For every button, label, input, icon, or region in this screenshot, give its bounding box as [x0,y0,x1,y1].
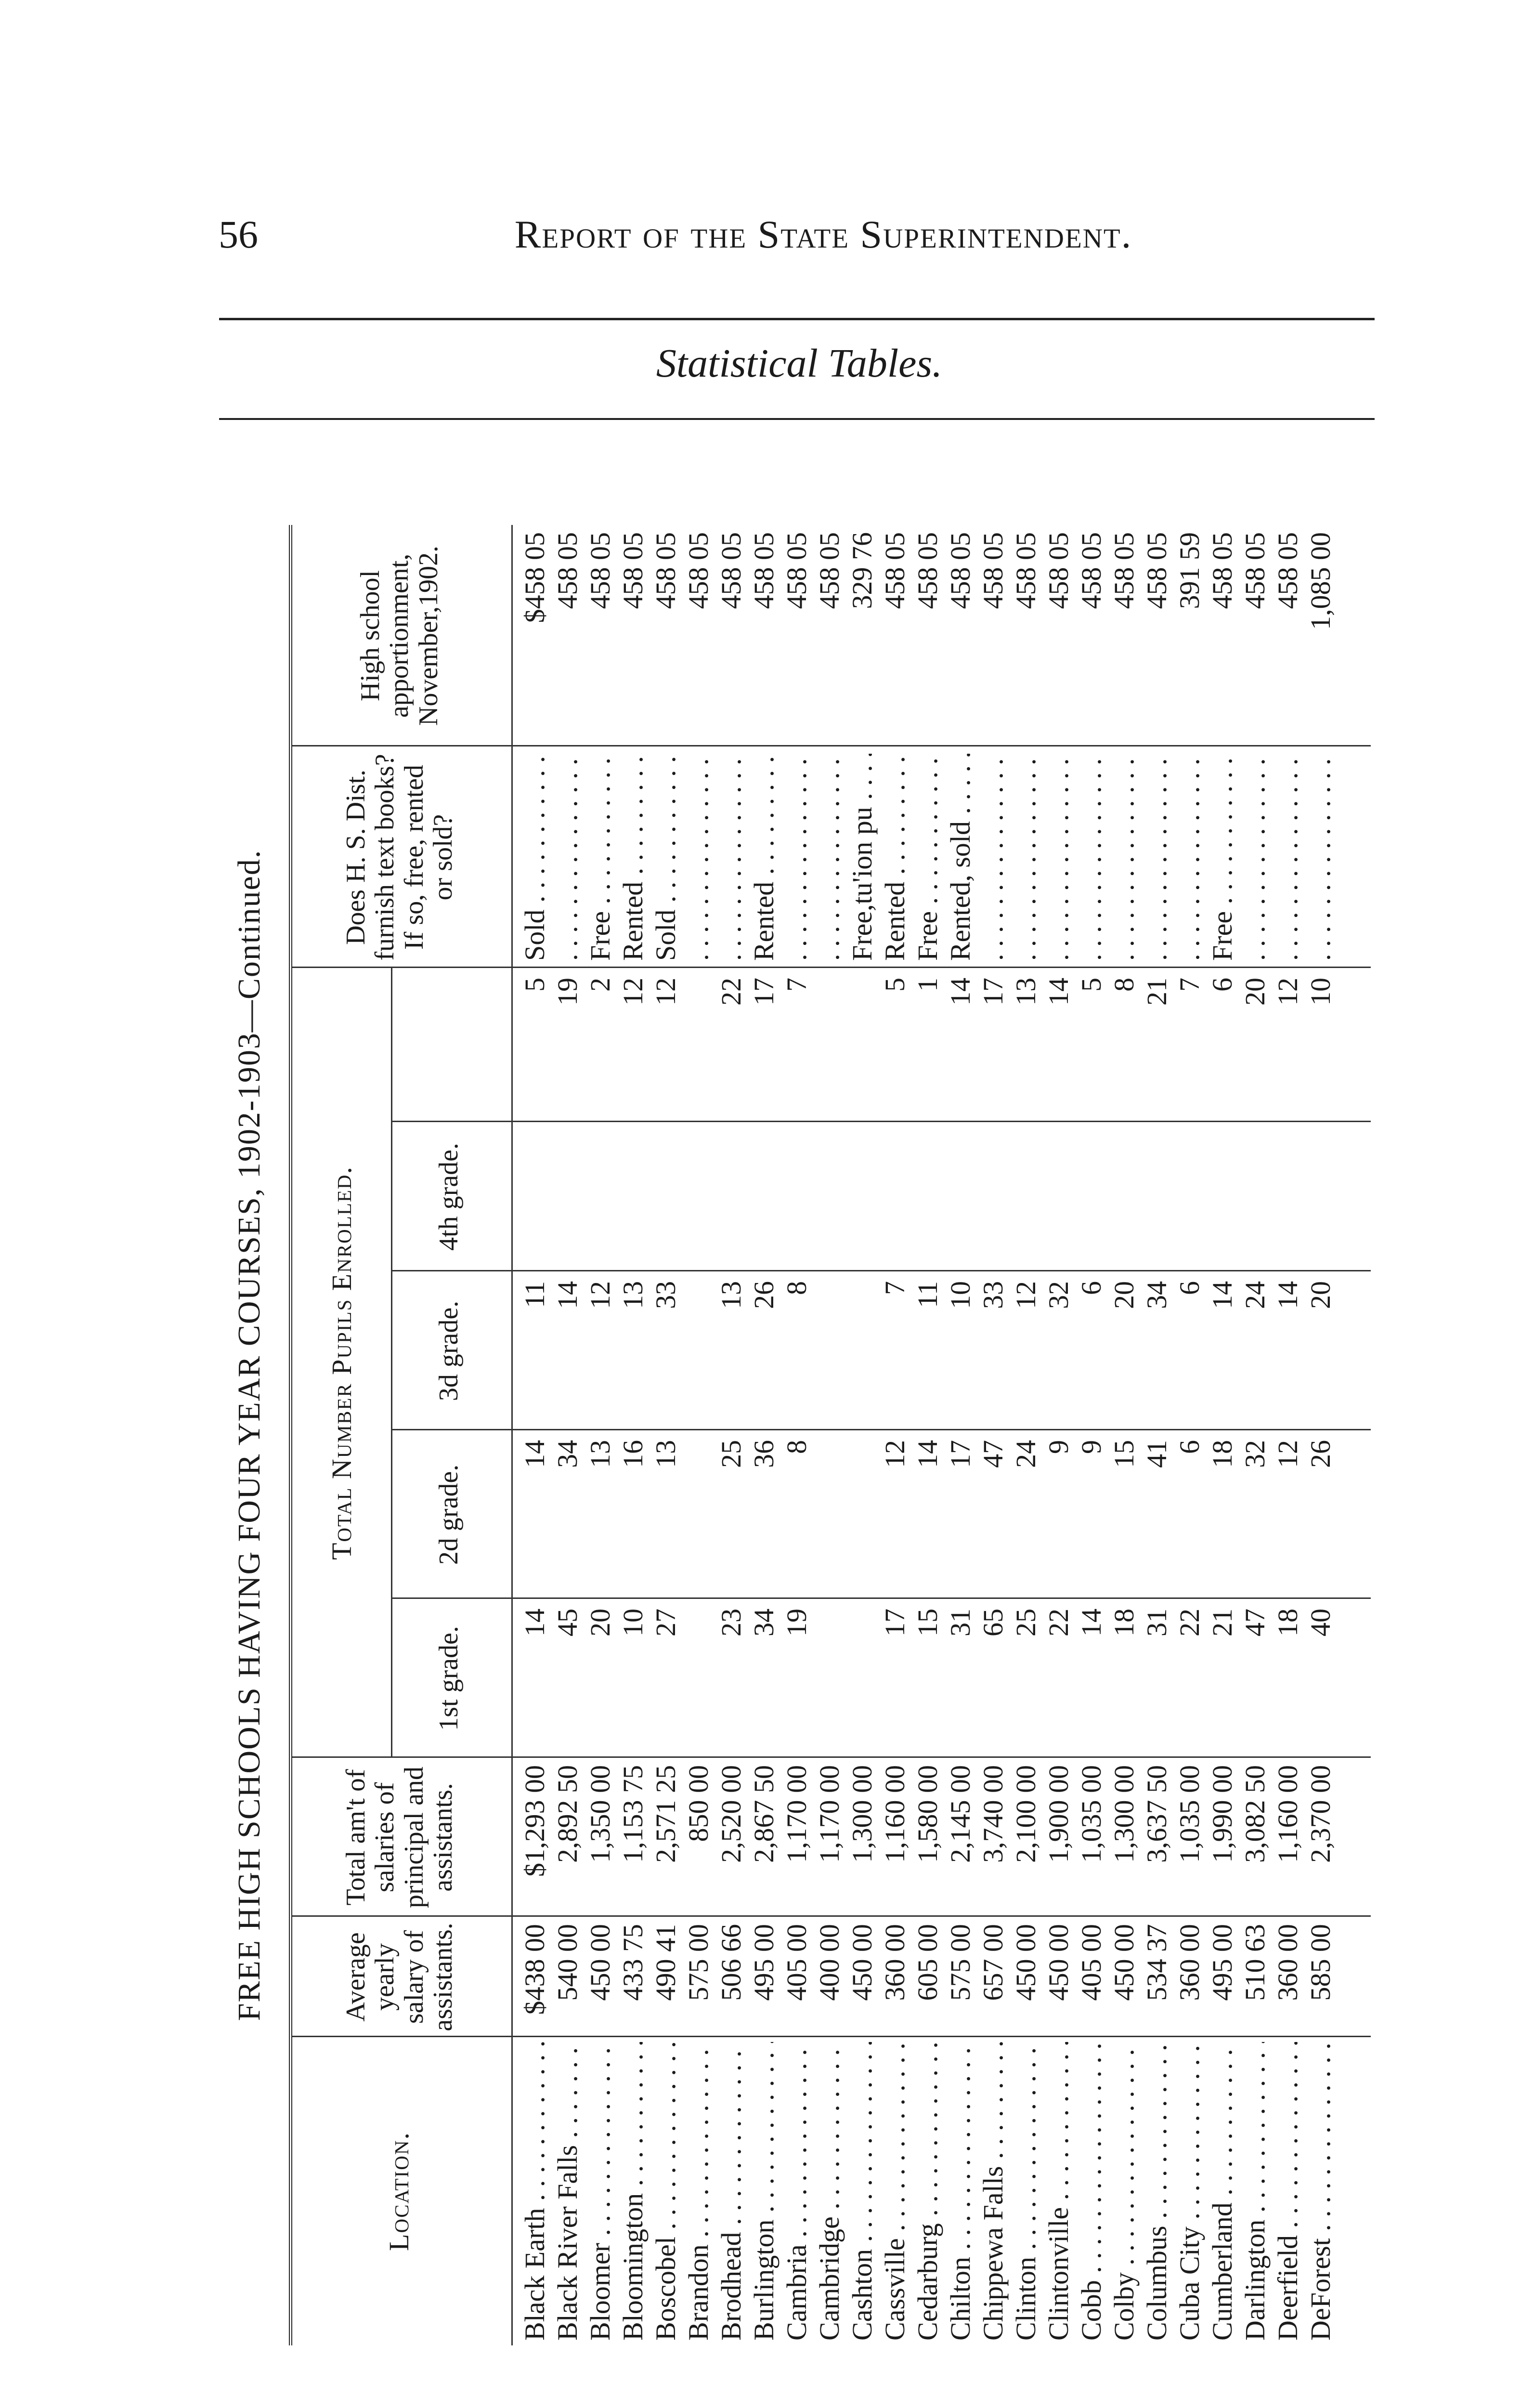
row-location: DeForest . . . [1304,2042,1337,2341]
table-cell: 26 [1305,1440,1336,1468]
table-cell: $438 00 [519,1924,550,2015]
table-cell: Free,tu'ion pu . . . [846,754,879,961]
table-cell: 20 [585,1609,616,1636]
table-cell: 20 [1239,978,1271,1006]
table-cell: 20 [1305,1281,1336,1309]
table-cell: Rented . . . [879,754,911,961]
table-cell: 458 05 [1010,532,1041,609]
table-cell: 14 [1076,1609,1107,1636]
table-cell: 13 [715,1281,747,1309]
table-cell: $1,293 00 [519,1765,550,1877]
table-cell [682,1440,715,1594]
row-location: Cassville . . . [879,2042,911,2341]
table-cell: 18 [1108,1609,1140,1636]
table-cell [846,1281,879,1426]
table-cell: 24 [1239,1281,1271,1309]
table-cell: 11 [519,1281,550,1308]
table-cell: 506 66 [715,1924,747,2001]
row-location: Deerfield . . . [1272,2042,1304,2341]
table-cell: 17 [945,1440,976,1468]
table-cell [551,754,584,961]
table-cell [813,1281,846,1426]
table-cell: 8 [1108,978,1140,992]
header-rule [219,318,1375,320]
table-cell: 458 05 [1043,532,1074,609]
row-location: Bloomington . . . [617,2042,650,2341]
table-cell: 13 [650,1440,681,1468]
row-location: Columbus . . . [1141,2042,1173,2341]
table-cell [780,754,813,961]
table-cell: 12 [1272,1440,1303,1468]
table-cell: 6 [1207,978,1238,992]
table-cell [846,1609,879,1753]
column-location [519,2042,1371,2341]
row-location: Cedarburg . . . [911,2042,944,2341]
table-cell: 450 00 [585,1924,616,2001]
table-cell: 575 00 [683,1924,714,2001]
table-cell: 12 [1272,978,1303,1006]
column-text-books [519,754,1371,961]
table-cell: 18 [1272,1609,1303,1636]
table-cell: $458 05 [519,532,550,623]
table-cell: 15 [912,1609,943,1636]
table-cell [1108,754,1141,961]
column-grade4 [519,978,1371,1267]
header-total-salaries: Total am't of salaries of principal and assistants. [340,1767,458,1908]
table-cell: 2,145 00 [945,1765,976,1863]
table-cell: 31 [945,1609,976,1636]
table-cell: 458 05 [912,532,943,609]
table-cell: 34 [748,1609,779,1636]
table-cell: 2,370 00 [1305,1765,1336,1863]
table-cell: 360 00 [1174,1924,1205,2001]
section-title: Statistical Tables. [656,341,943,386]
table-cell: 6 [1076,1281,1107,1295]
table-cell: 2,100 00 [1010,1765,1041,1863]
table-cell: 458 05 [748,532,779,609]
column-total-salaries [519,1765,1371,1912]
table-cell: 510 63 [1239,1924,1271,2001]
table-cell: Free . . . [584,754,617,961]
header-location: Location. [383,2132,415,2251]
table-cell: 21 [1141,978,1172,1006]
header-apportionment: High school apportionment, November,1902. [355,545,443,726]
table-cell [1173,754,1206,961]
header-grade4: 4th grade. [434,1143,464,1251]
table-cell: 405 00 [781,1924,812,2001]
table-cell: Rented, sold . . . [944,754,977,961]
table-cell [1272,754,1304,961]
table-cell: 65 [977,1609,1009,1636]
table-cell: 33 [977,1281,1009,1309]
table-cell: 458 05 [977,532,1009,609]
table-cell: 11 [912,1281,943,1308]
table-cell: 2,892 50 [552,1765,583,1863]
table-cell: 458 05 [715,532,747,609]
row-location: Black River Falls . . . [551,2042,584,2341]
column-grade1 [519,1609,1371,1753]
table-cell: 26 [748,1281,779,1309]
table-cell: 12 [585,1281,616,1309]
table-cell: 458 05 [617,532,649,609]
table-cell: 495 00 [748,1924,779,2001]
table-cell: 6 [1174,1281,1205,1295]
header-grade1: 1st grade. [434,1626,464,1731]
table-cell: 32 [1239,1440,1271,1468]
table-cell: 5 [1076,978,1107,992]
table-cell: 14 [1043,978,1074,1006]
table-cell: 400 00 [814,1924,845,2001]
row-location: Cambridge . . . [813,2042,846,2341]
table-cell: 450 00 [1010,1924,1041,2001]
table-cell: 1,350 00 [585,1765,616,1863]
table-cell: 12 [1010,1281,1041,1309]
table-cell: 14 [519,1440,550,1468]
table-cell: 14 [945,978,976,1006]
rotated-table-container [221,482,1387,2389]
table-cell: 14 [1272,1281,1303,1309]
table-cell: 14 [552,1281,583,1309]
table-cell: 458 05 [945,532,976,609]
table-cell: 1,900 00 [1043,1765,1074,1863]
table-cell: Rented . . . [617,754,650,961]
table-cell: Free . . . [1206,754,1239,961]
table-cell: 1,085 00 [1305,532,1336,630]
table-title: FREE HIGH SCHOOLS HAVING FOUR YEAR COURSES, 1902-1903—Continued. [232,849,267,2021]
table-cell: 391 59 [1174,532,1205,609]
table-cell: 2,520 00 [715,1765,747,1863]
table-cell: 14 [1207,1281,1238,1309]
table-cell: 17 [977,978,1009,1006]
table-cell: 18 [1207,1440,1238,1468]
table-cell: 1,170 00 [814,1765,845,1863]
table-cell: 1,300 00 [846,1765,878,1863]
table-cell: 40 [1305,1609,1336,1636]
page-number: 56 [219,212,258,256]
row-location: Cashton . . . [846,2042,879,2341]
table-cell [1304,754,1337,961]
table-cell: 2 [585,978,616,992]
table-cell: 458 05 [1207,532,1238,609]
table-cell [977,754,1010,961]
table-cell: 23 [715,1609,747,1636]
table-cell: 9 [1043,1440,1074,1454]
row-location: Burlington . . . [748,2042,780,2341]
table-cell: 10 [617,1609,649,1636]
table-cell [1075,754,1108,961]
row-location: Bloomer . . . [584,2042,617,2341]
table-cell: 458 05 [1108,532,1140,609]
table-cell: 605 00 [912,1924,943,2001]
table-cell [1239,754,1272,961]
table-cell: 36 [748,1440,779,1468]
table-cell: 7 [879,1281,910,1295]
table-cell: 458 05 [552,532,583,609]
table-cell: 458 05 [814,532,845,609]
table-cell: Rented . . . [748,754,780,961]
table-cell: 10 [1305,978,1336,1006]
table-cell: 1,153 75 [617,1765,649,1863]
table-cell: 12 [650,978,681,1006]
table-cell: 6 [1174,1440,1205,1454]
row-location: Brandon . . . [682,2042,715,2341]
header-avg-salary: Average yearly salary of assistants. [340,1923,458,2031]
table-cell: 7 [781,978,812,992]
table-cell: 7 [1174,978,1205,992]
row-location: Boscobel . . . [650,2042,682,2341]
table-cell: 405 00 [1076,1924,1107,2001]
table-cell: 12 [879,1440,910,1468]
header-rule-bottom [511,525,513,2345]
table-cell: 458 05 [650,532,681,609]
table-cell: 33 [650,1281,681,1309]
group-rule [391,968,392,1758]
table-cell: 22 [1043,1609,1074,1636]
table-cell: 45 [552,1609,583,1636]
table-cell: 540 00 [552,1924,583,2001]
column-avg-salary [519,1924,1371,2032]
table-cell: 5 [519,978,550,992]
table-cell: 14 [519,1609,550,1636]
row-location: Chilton . . . [944,2042,977,2341]
table-cell: 20 [1108,1281,1140,1309]
table-cell [846,978,879,1267]
table-cell: 458 05 [1272,532,1303,609]
table-cell: 450 00 [1108,1924,1140,2001]
table-cell: 575 00 [945,1924,976,2001]
table-cell: 19 [781,1609,812,1636]
row-location: Cambria . . . [780,2042,813,2341]
table-cell: 458 05 [1141,532,1172,609]
table-cell: 1,170 00 [781,1765,812,1863]
table-cell: 47 [1239,1609,1271,1636]
table-cell: 3,082 50 [1239,1765,1271,1863]
table-cell: 495 00 [1207,1924,1238,2001]
table-cell [1042,754,1075,961]
table-cell: 433 75 [617,1924,649,2001]
table-cell: 1 [912,978,943,992]
table-cell: 1,160 00 [879,1765,910,1863]
table-cell: 1,990 00 [1207,1765,1238,1863]
column-apportionment [519,532,1371,739]
table-cell: 22 [715,978,747,1006]
table-cell: 22 [1174,1609,1205,1636]
row-location: Cuba City . . . [1173,2042,1206,2341]
table-cell: 27 [650,1609,681,1636]
table-cell [813,754,846,961]
table-cell: 14 [912,1440,943,1468]
row-location: Colby . . . [1108,2042,1141,2341]
table-cell: 1,580 00 [912,1765,943,1863]
table-cell: 585 00 [1305,1924,1336,2001]
table-cell: 458 05 [585,532,616,609]
table-cell: 3,637 50 [1141,1765,1172,1863]
table-cell: 360 00 [1272,1924,1303,2001]
table-cell: 1,160 00 [1272,1765,1303,1863]
table-cell: 1,300 00 [1108,1765,1140,1863]
table-cell: Sold . . . [650,754,682,961]
table-cell: 12 [617,978,649,1006]
table-cell: 2,571 25 [650,1765,681,1863]
table-cell: 9 [1076,1440,1107,1454]
table-cell: 31 [1141,1609,1172,1636]
table-body [519,525,1371,2345]
column-grade2 [519,1440,1371,1594]
table-cell: 3,740 00 [977,1765,1009,1863]
table-cell: 19 [552,978,583,1006]
table-cell: 21 [1207,1609,1238,1636]
header-enrolled-group: Total Number Pupils Enrolled. [326,1165,357,1560]
table-cell: 8 [781,1281,812,1295]
row-location: Clintonville . . . [1042,2042,1075,2341]
table-cell: 25 [715,1440,747,1468]
header-text-books: Does H. S. Dist. furnish text books? If so, free, rented or sold? [340,754,458,961]
table-cell: Free . . . [911,754,944,961]
row-location: Black Earth . . . [519,2042,551,2341]
table-cell [846,1440,879,1594]
table-cell: 34 [1141,1281,1172,1309]
row-location: Brodhead . . . [715,2042,748,2341]
table-cell: 24 [1010,1440,1041,1468]
row-location: Chippewa Falls . . . [977,2042,1010,2341]
table-cell [813,978,846,1267]
table-cell: 329 76 [846,532,878,609]
table-cell: Sold . . . [519,754,551,961]
table-cell [1141,754,1173,961]
table-cell: 15 [1108,1440,1140,1468]
table-cell [682,978,715,1267]
row-location: Cumberland . . . [1206,2042,1239,2341]
table-cell: 657 00 [977,1924,1009,2001]
table-cell [682,754,715,961]
section-rule [219,418,1375,420]
table-cell [715,754,748,961]
table-cell [813,1440,846,1594]
row-location: Darlington . . . [1239,2042,1272,2341]
table-cell: 850 00 [683,1765,714,1842]
table-cell [1010,754,1042,961]
table-cell: 2,867 50 [748,1765,779,1863]
table-cell: 490 41 [650,1924,681,2001]
table-cell: 450 00 [1043,1924,1074,2001]
table-cell: 17 [879,1609,910,1636]
table-cell: 34 [552,1440,583,1468]
statistical-table [289,525,1371,2345]
table-cell: 8 [781,1440,812,1454]
table-cell: 16 [617,1440,649,1468]
table-cell: 13 [1010,978,1041,1006]
header-grade3: 3d grade. [434,1300,464,1401]
table-cell: 450 00 [846,1924,878,2001]
table-cell: 25 [1010,1609,1041,1636]
table-cell: 534 37 [1141,1924,1172,2001]
column-grade3 [519,1281,1371,1426]
header-grade2: 2d grade. [434,1464,464,1565]
table-cell [682,1609,715,1753]
table-cell: 1,035 00 [1076,1765,1107,1863]
table-cell: 13 [617,1281,649,1309]
table-cell [682,1281,715,1426]
table-cell: 13 [585,1440,616,1468]
running-head: Report of the State Superintendent. [514,212,1132,256]
table-cell [813,1609,846,1753]
table-cell: 458 05 [879,532,910,609]
table-cell: 458 05 [781,532,812,609]
table-cell: 360 00 [879,1924,910,2001]
table-cell: 47 [977,1440,1009,1468]
table-cell: 17 [748,978,779,1006]
table-cell: 32 [1043,1281,1074,1309]
table-cell: 5 [879,978,910,992]
table-cell: 1,035 00 [1174,1765,1205,1863]
row-location: Cobb . . . [1075,2042,1108,2341]
table-cell: 10 [945,1281,976,1309]
table-cell: 458 05 [1076,532,1107,609]
row-location: Clinton . . . [1010,2042,1042,2341]
table-cell: 41 [1141,1440,1172,1468]
table-cell: 458 05 [683,532,714,609]
table-cell: 458 05 [1239,532,1271,609]
